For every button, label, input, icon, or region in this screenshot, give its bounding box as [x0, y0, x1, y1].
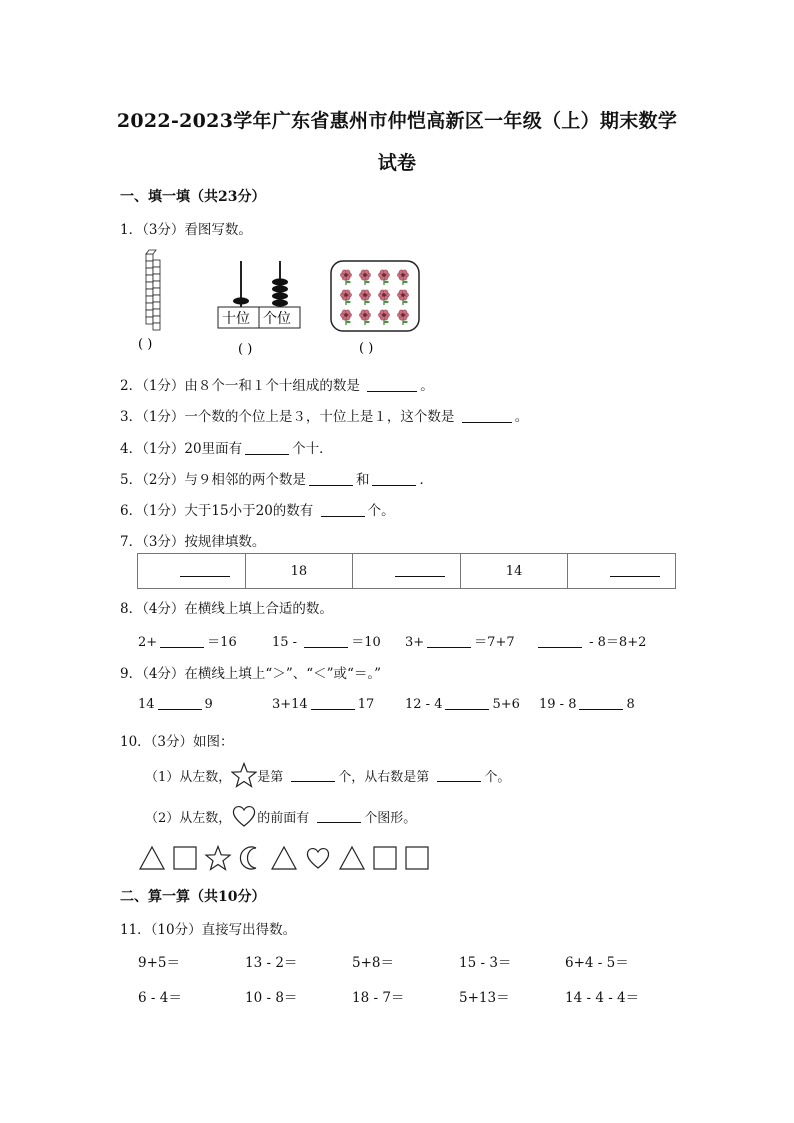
square-icon	[404, 845, 430, 871]
answer-blank[interactable]	[579, 696, 623, 710]
compare-item: 14 9	[138, 697, 213, 712]
question-6-tail: 个。	[367, 503, 395, 519]
compare-item: 19 - 8 8	[539, 697, 635, 712]
answer-blank[interactable]	[445, 696, 489, 710]
equation-item: 3+ ＝7+7	[405, 635, 515, 650]
flower-box-figure	[329, 259, 424, 359]
section-heading-2: 二、算一算（共10分）	[120, 889, 266, 905]
unit-cube	[153, 295, 160, 302]
question-4	[120, 437, 333, 457]
question-3-tail: 。	[514, 409, 529, 425]
question-6	[120, 499, 395, 519]
unit-cube	[146, 254, 153, 261]
question-10-part-2: （2）从左数， 的前面有 个图形。	[145, 803, 416, 829]
sequence-cell-blank[interactable]	[568, 554, 676, 589]
answer-blank[interactable]	[158, 696, 202, 710]
answer-blank[interactable]	[427, 634, 471, 648]
question-4-tail: 个十．	[292, 441, 333, 457]
abacus-bead	[272, 292, 288, 299]
square-icon	[372, 845, 398, 871]
compare-item: 12 - 4 5+6	[405, 697, 520, 712]
answer-blank[interactable]	[245, 441, 289, 455]
triangle-icon	[138, 845, 166, 871]
abacus-bead	[272, 299, 288, 306]
answer-paren-3: ( )	[359, 341, 374, 356]
calc-item: 10 - 8＝	[245, 990, 298, 1006]
answer-blank[interactable]	[309, 472, 353, 486]
unit-cube	[153, 260, 160, 267]
page-title: 2022-2023学年广东省惠州市仲恺高新区一年级（上）期末数学	[116, 110, 678, 132]
triangle-icon	[270, 845, 298, 871]
unit-cube	[146, 268, 153, 275]
square-icon	[172, 845, 198, 871]
unit-cube	[146, 317, 153, 324]
section-heading-1: 一、填一填（共23分）	[120, 189, 266, 205]
calc-item: 9+5＝	[138, 955, 180, 971]
heart-icon	[304, 845, 332, 871]
unit-cube	[146, 289, 153, 296]
unit-cube	[146, 275, 153, 282]
star-icon	[204, 845, 232, 871]
page-title-cont: 试卷	[377, 152, 417, 174]
unit-cube	[153, 323, 160, 330]
question-5-mid: 和	[355, 472, 370, 488]
sequence-cell: 18	[245, 554, 353, 589]
answer-blank[interactable]	[311, 696, 355, 710]
answer-blank[interactable]	[462, 409, 512, 423]
sequence-cell-blank[interactable]	[138, 554, 246, 589]
equation-item: - 8＝8+2	[535, 631, 646, 650]
cube-tower-figure	[136, 248, 176, 358]
unit-cube	[146, 303, 153, 310]
question-10: 10．（3分）如图：	[120, 734, 234, 750]
unit-cube	[153, 309, 160, 316]
question-9: 9．（4分）在横线上填上“＞”、“＜”或“＝。”	[120, 666, 382, 682]
unit-cube	[146, 310, 153, 317]
abacus-bead	[233, 297, 249, 304]
calc-item: 14 - 4 - 4＝	[565, 990, 640, 1006]
question-1: 1．（3分）看图写数。	[120, 222, 252, 238]
answer-blank[interactable]	[367, 378, 417, 392]
abacus-bead	[272, 278, 288, 285]
unit-cube	[153, 302, 160, 309]
equation-item: 15 - ＝10	[272, 635, 381, 650]
question-10-part-1: （1）从左数， 是第 个，从右数是第 个。	[145, 762, 510, 788]
heart-icon	[231, 803, 257, 829]
answer-paren-2: ( )	[238, 342, 253, 357]
answer-blank[interactable]	[317, 809, 361, 823]
unit-cube	[146, 296, 153, 303]
question-3-text: 3．（1分）一个数的个位上是３，十位上是１，这个数是	[120, 409, 455, 425]
answer-blank[interactable]	[291, 768, 335, 782]
question-7: 7．（3分）按规律填数。	[120, 534, 266, 550]
calc-item: 5+8＝	[352, 955, 394, 971]
calc-item: 13 - 2＝	[245, 955, 298, 971]
moon-icon	[238, 845, 264, 871]
answer-blank[interactable]	[321, 503, 365, 517]
question-2	[120, 374, 434, 394]
shape-sequence	[138, 845, 430, 871]
question-2-text: 2．（1分）由８个一和１个十组成的数是	[120, 378, 360, 394]
unit-cube	[146, 282, 153, 289]
sequence-cell: 14	[460, 554, 568, 589]
question-11: 11．（10分）直接写出得数。	[120, 922, 297, 938]
unit-cube	[146, 261, 153, 268]
compare-item: 3+14 17	[272, 697, 375, 712]
answer-blank[interactable]	[372, 472, 416, 486]
question-8: 8．（4分）在横线上填上合适的数。	[120, 601, 333, 617]
abacus-label-ones: 个位	[263, 311, 291, 327]
question-5-text: 5．（2分）与９相邻的两个数是	[120, 472, 306, 488]
cube-top	[146, 250, 156, 254]
calc-item: 5+13＝	[459, 990, 510, 1006]
abacus-figure	[214, 255, 304, 360]
unit-cube	[153, 267, 160, 274]
answer-blank[interactable]	[437, 768, 481, 782]
calc-item: 15 - 3＝	[459, 955, 512, 971]
triangle-icon	[338, 845, 366, 871]
question-5	[120, 468, 433, 488]
unit-cube	[153, 288, 160, 295]
question-3	[120, 405, 528, 425]
unit-cube	[153, 281, 160, 288]
abacus-bead	[272, 285, 288, 292]
equation-item: 2+ ＝16	[138, 635, 237, 650]
answer-paren-1: ( )	[138, 337, 153, 352]
question-5-tail: ．	[419, 472, 433, 488]
calc-item: 18 - 7＝	[352, 990, 405, 1006]
answer-blank[interactable]	[160, 634, 204, 648]
answer-blank[interactable]	[304, 634, 348, 648]
sequence-table	[137, 553, 676, 589]
question-4-text: 4．（1分）20里面有	[120, 441, 243, 457]
answer-blank[interactable]	[538, 634, 582, 648]
unit-cube	[153, 274, 160, 281]
unit-cube	[153, 316, 160, 323]
question-2-tail: 。	[420, 378, 434, 394]
sequence-cell-blank[interactable]	[353, 554, 461, 589]
calc-item: 6 - 4＝	[138, 990, 182, 1006]
star-icon	[231, 762, 257, 788]
calc-item: 6+4 - 5＝	[565, 955, 629, 971]
abacus-label-tens: 十位	[222, 311, 250, 327]
question-6-text: 6．（1分）大于15小于20的数有	[120, 503, 314, 519]
